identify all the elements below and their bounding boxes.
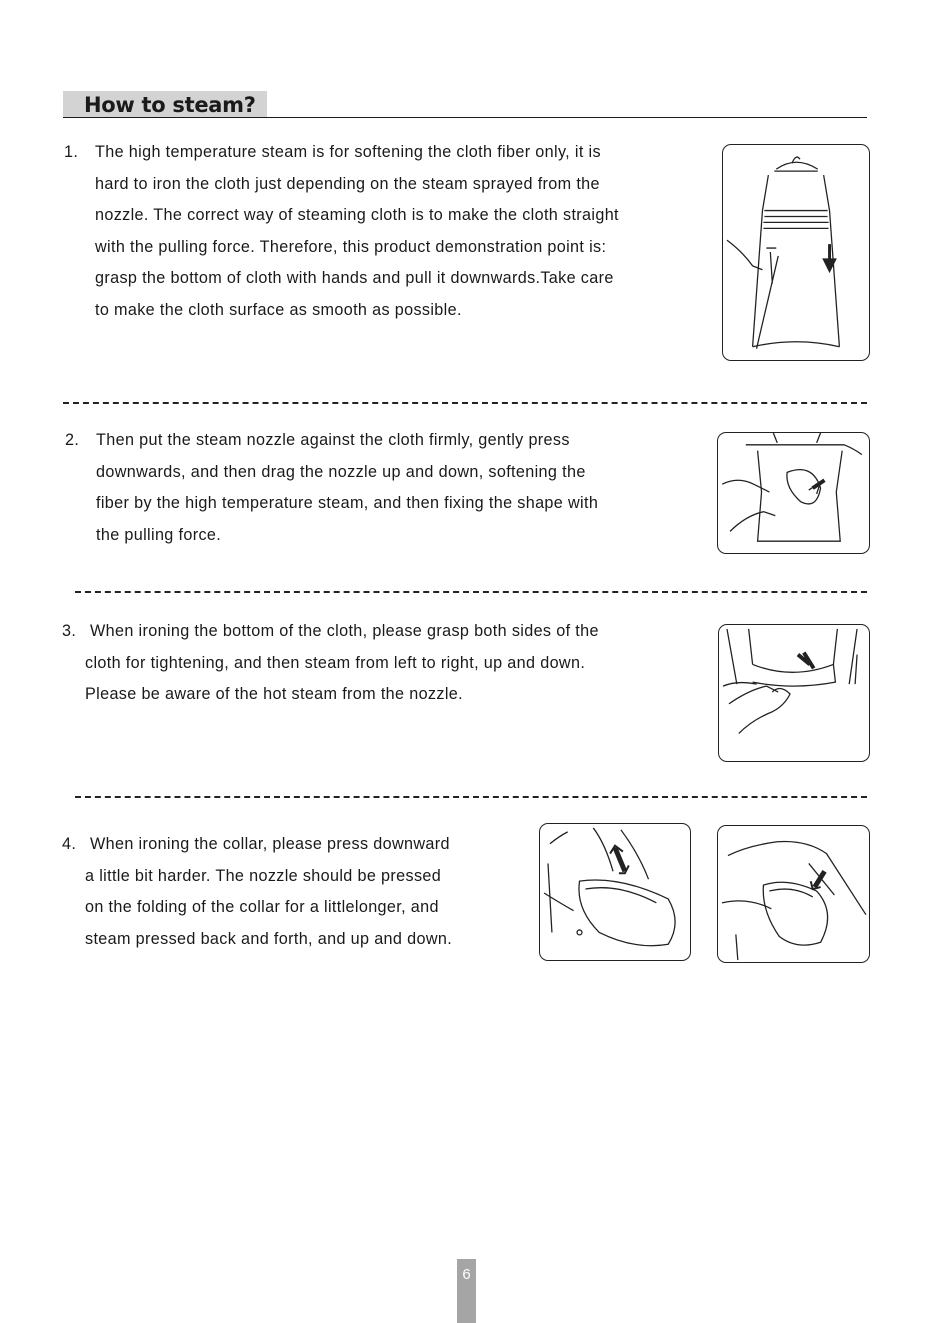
step-line: nozzle. The correct way of steaming cloth is to make the cloth straight	[95, 206, 619, 224]
step-number: 3.	[62, 622, 77, 640]
step-line: hard to iron the cloth just depending on the steam sprayed from the	[95, 174, 600, 193]
illustration-collar-front	[539, 823, 691, 961]
step-line: on the folding of the collar for a littlelonger, and	[85, 898, 439, 916]
step-line: Then put the steam nozzle against the cloth firmly, gently press	[96, 431, 570, 449]
step-line: cloth for tightening, and then steam from left to right, up and down.	[85, 653, 586, 672]
illustration-cloth-bottom	[718, 624, 870, 762]
illustration-collar-side	[717, 825, 870, 963]
step-line: fiber by the high temperature steam, and then fixing the shape with	[96, 494, 599, 512]
step-number: 2.	[65, 431, 80, 449]
step-line: to make the cloth surface as smooth as possible.	[95, 300, 462, 319]
step-line: steam pressed back and forth, and up and down.	[85, 929, 453, 948]
illustration-dress-pull-down	[722, 144, 870, 361]
section-divider	[75, 591, 867, 593]
section-divider	[75, 796, 867, 798]
section-divider	[63, 402, 867, 404]
step-line: Please be aware of the hot steam from the nozzle.	[85, 685, 463, 703]
step-number: 1.	[64, 143, 79, 161]
step-line: The high temperature steam is for softening the cloth fiber only, it is	[95, 143, 601, 161]
illustration-nozzle-on-cloth	[717, 432, 870, 554]
step-number: 4.	[62, 835, 77, 853]
step-line: a little bit harder. The nozzle should be pressed	[85, 866, 442, 885]
step-line: with the pulling force. Therefore, this product demonstration point is:	[95, 237, 607, 256]
step-line: When ironing the collar, please press downward	[90, 835, 450, 853]
step-line: downwards, and then drag the nozzle up and down, softening the	[96, 462, 586, 481]
step-line: When ironing the bottom of the cloth, please grasp both sides of the	[90, 622, 599, 640]
step-line: the pulling force.	[96, 525, 222, 544]
section-heading: How to steam?	[84, 93, 256, 117]
step-line: grasp the bottom of cloth with hands and pull it downwards.Take care	[95, 269, 614, 287]
heading-rule	[63, 117, 867, 118]
page-number: 6	[462, 1266, 471, 1283]
